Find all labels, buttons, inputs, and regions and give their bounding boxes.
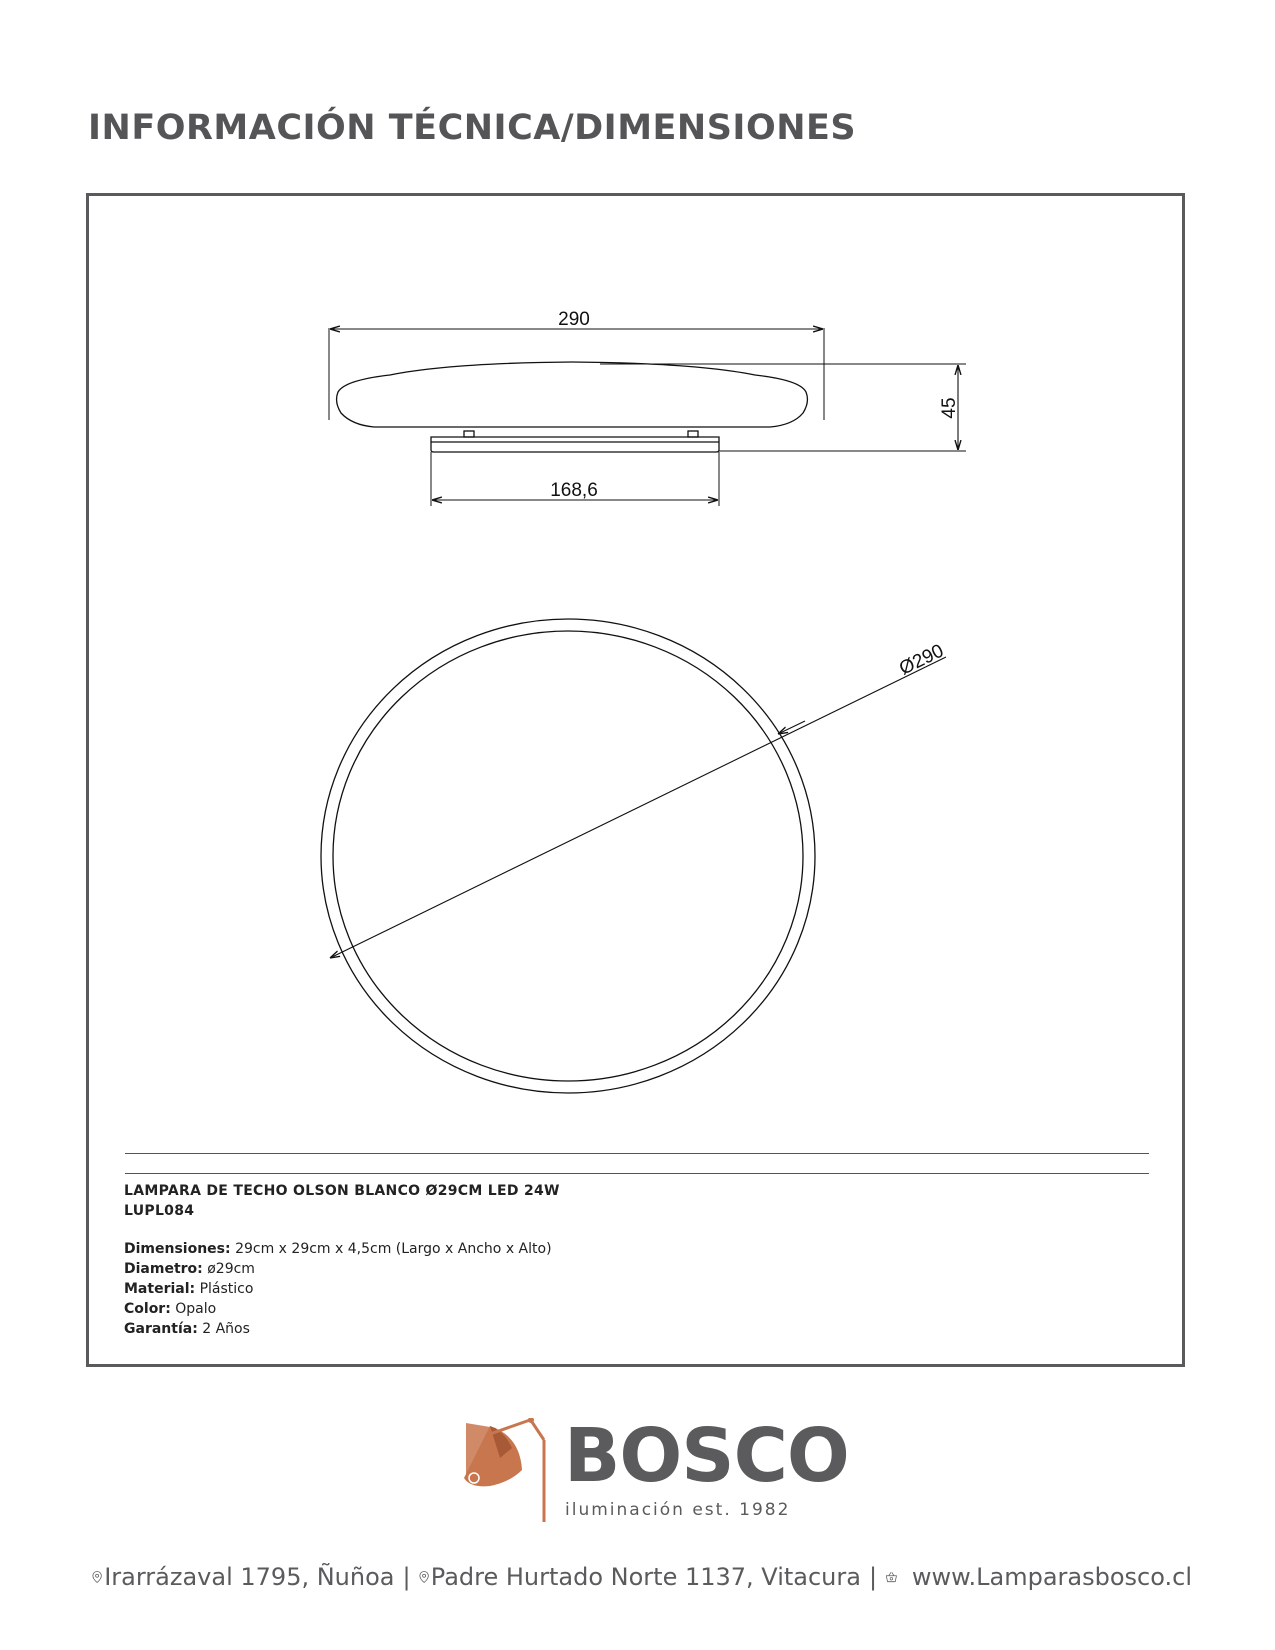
height-dimension-label: 45 bbox=[939, 397, 960, 419]
spec-warranty: Garantía: 2 Años bbox=[124, 1321, 250, 1337]
inner-ring bbox=[333, 631, 803, 1081]
spec-color: Color: Opalo bbox=[124, 1301, 217, 1317]
brand-tagline: iluminación est. 1982 bbox=[565, 1500, 791, 1520]
separator: | bbox=[868, 1563, 878, 1591]
width-dimension-label: 290 bbox=[558, 309, 590, 330]
address-nunoa: Irarrázaval 1795, Ñuñoa bbox=[104, 1563, 395, 1591]
spec-list bbox=[124, 1239, 560, 1339]
product-name: LAMPARA DE TECHO OLSON BLANCO Ø29CM LED 24W bbox=[124, 1183, 560, 1199]
website-link[interactable]: www.Lamparasbosco.cl bbox=[911, 1563, 1192, 1591]
lamp-base-profile bbox=[431, 437, 719, 452]
spec-dimensions: Dimensiones: 29cm x 29cm x 4,5cm (Largo x Ancho x Alto) bbox=[124, 1241, 552, 1257]
address-vitacura: Padre Hurtado Norte 1137, Vitacura bbox=[430, 1563, 861, 1591]
brand-logo bbox=[460, 1413, 849, 1528]
lamp-shade-profile bbox=[337, 362, 808, 427]
location-pin-icon bbox=[92, 1562, 102, 1592]
separator: | bbox=[402, 1563, 411, 1591]
outer-ring bbox=[321, 619, 815, 1093]
spec-material: Material: Plástico bbox=[124, 1281, 254, 1297]
top-view bbox=[321, 619, 946, 1093]
diameter-dimension-label: Ø290 bbox=[896, 640, 948, 680]
shopping-basket-icon bbox=[885, 1562, 898, 1592]
divider-top bbox=[125, 1153, 1149, 1154]
brand-name: BOSCO bbox=[564, 1413, 849, 1499]
spec-diameter: Diametro: ø29cm bbox=[124, 1261, 255, 1277]
product-code: LUPL084 bbox=[124, 1203, 195, 1219]
page-title: INFORMACIÓN TÉCNICA/DIMENSIONES bbox=[88, 108, 857, 148]
lamp-logo-icon bbox=[460, 1418, 570, 1528]
footer bbox=[92, 1555, 1192, 1599]
location-pin-icon bbox=[419, 1562, 429, 1592]
product-info bbox=[124, 1181, 560, 1339]
side-view bbox=[329, 328, 966, 506]
divider-bottom bbox=[125, 1173, 1149, 1174]
base-dimension-label: 168,6 bbox=[550, 480, 598, 501]
